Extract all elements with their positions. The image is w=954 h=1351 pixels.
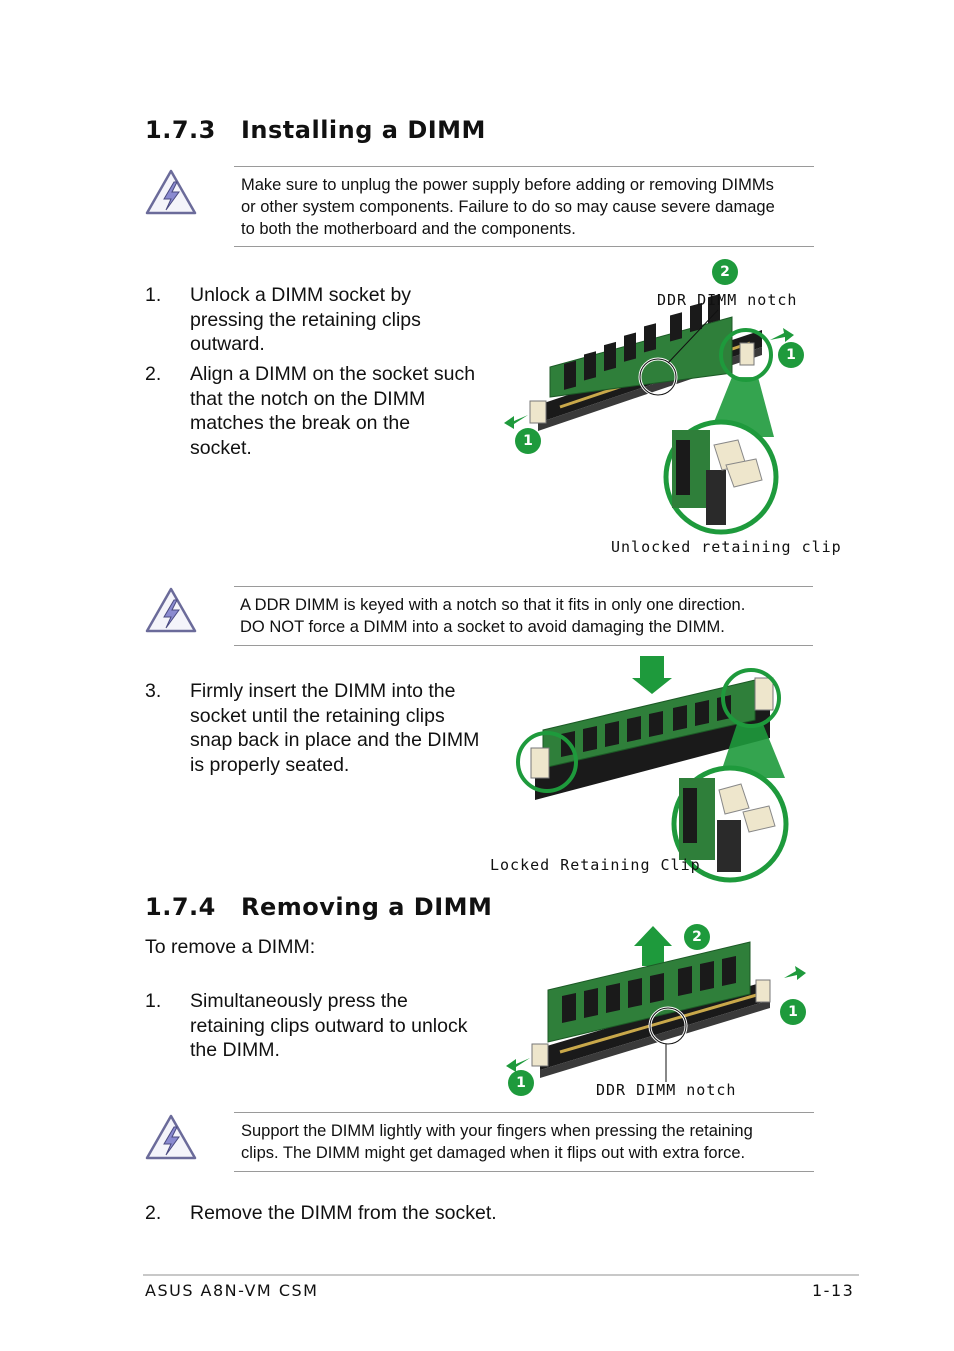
note-top-rule	[234, 1112, 814, 1113]
footer-rule	[143, 1274, 859, 1276]
step-1-badge-left: 1	[515, 428, 541, 454]
note-bottom-rule	[234, 645, 813, 646]
step-1-badge-left: 1	[508, 1070, 534, 1096]
section-heading-remove	[145, 893, 492, 921]
unlocked-clip-label: Unlocked retaining clip	[611, 538, 842, 556]
locked-clip-label: Locked Retaining Clip	[490, 856, 701, 874]
note-text: Make sure to unplug the power supply before adding or removing DIMMs or other system components. Failure to do so may cause severe damage to both the motherboard and the components.	[241, 176, 775, 238]
note-bottom-rule	[234, 246, 814, 247]
dimm-locked-illustration	[505, 650, 805, 885]
note-text: Support the DIMM lightly with your fingers when pressing the retaining clips. The DIMM might get damaged when it flips out with extra force.	[241, 1122, 753, 1162]
note-top-rule	[234, 166, 814, 167]
section-title: Removing a DIMM	[241, 893, 493, 921]
section-title: Installing a DIMM	[241, 116, 486, 144]
warning-icon	[144, 1113, 198, 1161]
warning-icon	[144, 586, 198, 634]
section-number: 1.7.4	[145, 893, 216, 921]
notch-label: DDR DIMM notch	[596, 1081, 737, 1099]
note-bottom-rule	[234, 1171, 814, 1172]
note-top-rule	[234, 586, 813, 587]
step-1-badge-right: 1	[780, 999, 806, 1025]
page-number: 1-13	[812, 1281, 855, 1300]
warning-icon	[144, 168, 198, 216]
section-heading-install	[145, 116, 486, 144]
footer-product: ASUS A8N-VM CSM	[145, 1281, 319, 1300]
step-1-badge-right: 1	[778, 342, 804, 368]
dimm-remove-illustration	[500, 920, 820, 1100]
section-number: 1.7.3	[145, 116, 216, 144]
step-2-badge: 2	[712, 259, 738, 285]
notch-label: DDR DIMM notch	[657, 291, 798, 309]
step-2-badge: 2	[684, 924, 710, 950]
remove-intro: To remove a DIMM:	[145, 936, 316, 958]
note-text: A DDR DIMM is keyed with a notch so that it fits in only one direction. DO NOT force a DIMM into a socket to avoid damaging the DIMM.	[240, 596, 746, 636]
